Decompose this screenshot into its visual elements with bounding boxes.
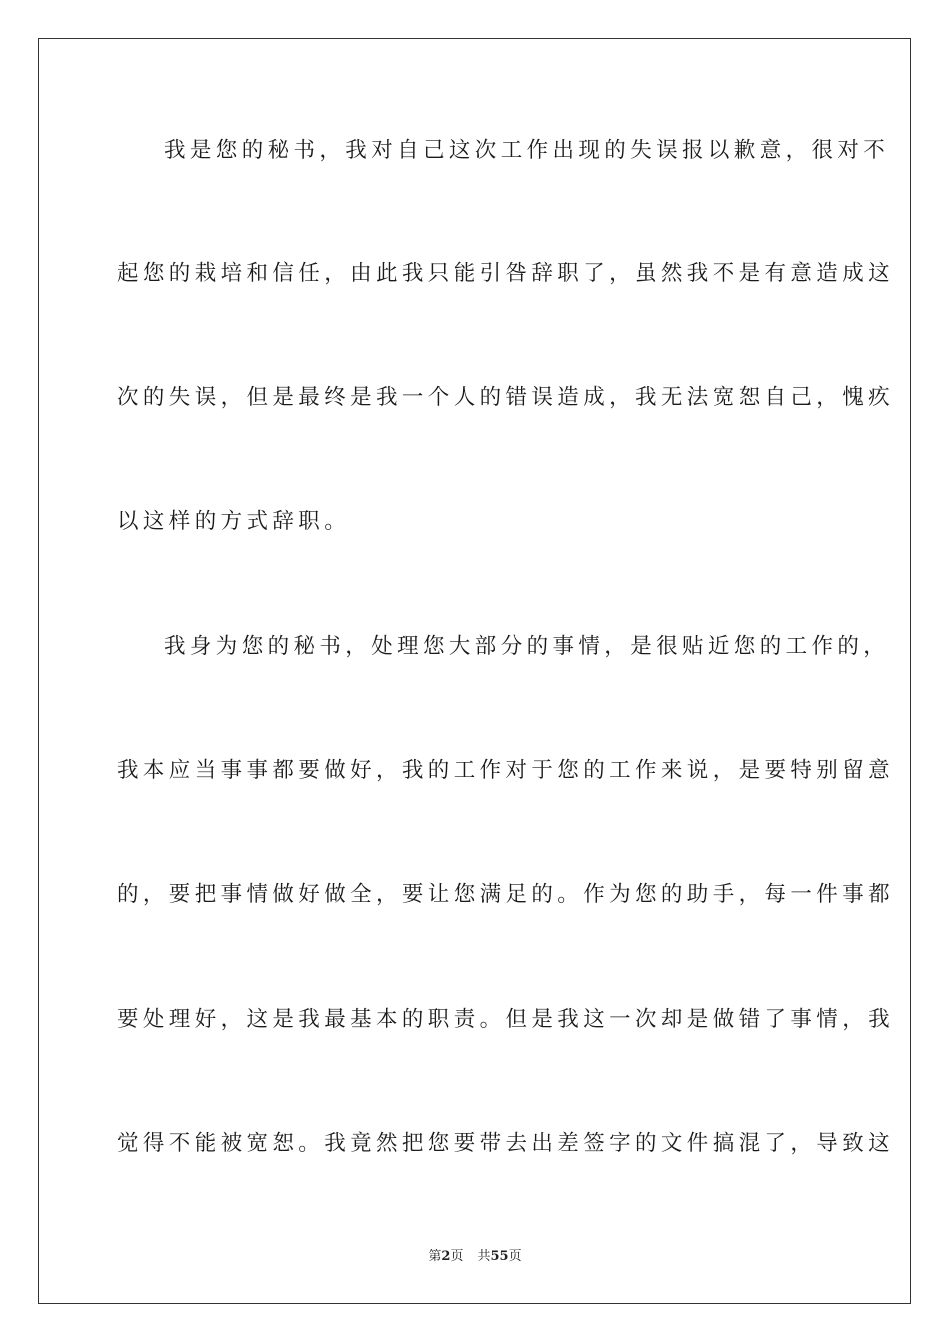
paragraph-2-line-3: 的，要把事情做好做全，要让您满足的。作为您的助手，每一件事都 [117, 882, 895, 907]
page-footer [0, 1248, 950, 1266]
footer-total-prefix: 共 [477, 1249, 491, 1264]
footer-page-prefix: 第 [428, 1249, 442, 1264]
footer-total-suffix: 页 [508, 1249, 522, 1264]
paragraph-1-line-2: 起您的栽培和信任，由此我只能引咎辞职了，虽然我不是有意造成这 [117, 261, 895, 286]
footer-total-pages: 55 [490, 1249, 509, 1264]
paragraph-1-line-1: 我是您的秘书，我对自己这次工作出现的失误报以歉意，很对不 [164, 138, 890, 163]
paragraph-2-line-5: 觉得不能被宽恕。我竟然把您要带去出差签字的文件搞混了，导致这 [117, 1131, 895, 1156]
footer-page-suffix: 页 [450, 1249, 464, 1264]
page-border [38, 38, 911, 1304]
paragraph-2-line-1: 我身为您的秘书，处理您大部分的事情，是很贴近您的工作的， [164, 634, 890, 659]
paragraph-2-line-4: 要处理好，这是我最基本的职责。但是我这一次却是做错了事情，我 [117, 1007, 895, 1032]
paragraph-2-line-2: 我本应当事事都要做好，我的工作对于您的工作来说，是要特别留意 [117, 758, 895, 783]
paragraph-1-line-4: 以这样的方式辞职。 [117, 509, 351, 534]
footer-page-number: 2 [441, 1249, 451, 1264]
paragraph-1-line-3: 次的失误，但是最终是我一个人的错误造成，我无法宽恕自己，愧疚 [117, 385, 895, 410]
